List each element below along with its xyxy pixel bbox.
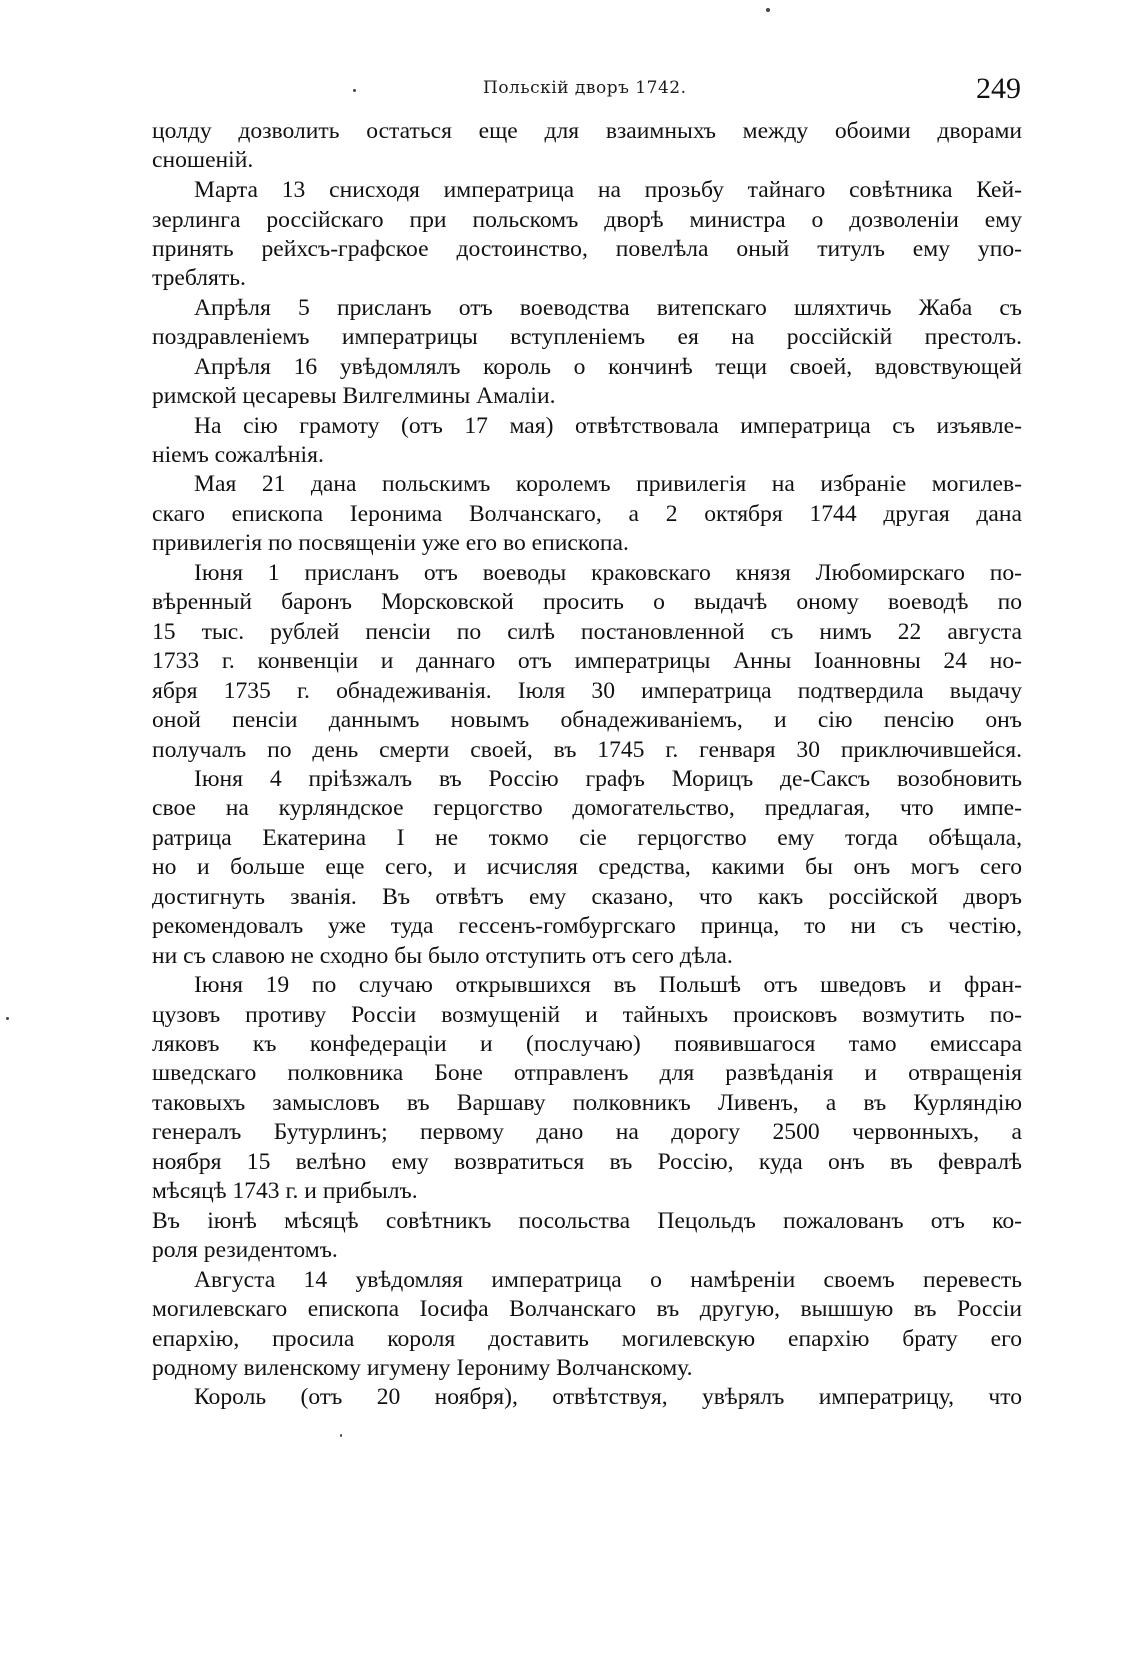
text-line: свое на курляндское герцогство домогательство, предлагая, что импе-	[152, 795, 1022, 821]
text-line: цузовъ противу Россіи возмущеній и тайныхъ происковъ возмутить по-	[152, 1002, 1022, 1028]
text-line: 15 тыс. рублей пенсіи по силѣ постановленной съ нимъ 22 августа	[152, 619, 1022, 645]
text-line: Апрѣля 16 увѣдомлялъ король о кончинѣ тещи своей, вдовствующей	[194, 354, 1022, 380]
text-line: генералъ Бутурлинъ; первому дано на дорогу 2500 червонныхъ, а	[152, 1119, 1022, 1145]
text-line: ноября 15 велѣно ему возвратиться въ Россію, куда онъ въ февралѣ	[152, 1149, 1022, 1175]
text-line: цолду дозволить остаться еще для взаимныхъ между обоими дворами	[152, 118, 1022, 144]
text-line: привилегія по посвященіи уже его во епископа.	[152, 530, 629, 556]
text-line: Въ іюнѣ мѣсяцѣ совѣтникъ посольства Пецольдъ пожалованъ отъ ко-	[152, 1208, 1022, 1234]
text-line: Апрѣля 5 присланъ отъ воеводства витепскаго шляхтичь Жаба съ	[194, 295, 1022, 321]
text-line: ября 1735 г. обнадеживанія. Іюля 30 императрица подтвердила выдачу	[152, 678, 1022, 704]
text-line: треблять.	[152, 265, 246, 291]
text-line: вѣренный баронъ Морсковской просить о выдачѣ оному воеводѣ по	[152, 589, 1022, 615]
text-line: Іюня 19 по случаю открывшихся въ Польшѣ отъ шведовъ и фран-	[194, 972, 1022, 998]
text-line: Августа 14 увѣдомляя императрица о намѣреніи своемъ перевесть	[194, 1267, 1022, 1293]
scan-speck	[766, 8, 770, 12]
text-line: роля резидентомъ.	[152, 1237, 338, 1263]
text-line: Іюня 4 пріѣзжалъ въ Россію графъ Морицъ де-Саксъ возобновить	[194, 766, 1022, 792]
text-line: рекомендовалъ уже туда гессенъ-гомбургскаго принца, то ни съ честію,	[152, 913, 1022, 939]
text-line: принять рейхсъ-графское достоинство, повелѣла оный титулъ ему упо-	[152, 236, 1022, 262]
text-line: На сію грамоту (отъ 17 мая) отвѣтствовала императрица съ изъявле-	[194, 413, 1022, 439]
text-line: сношеній.	[152, 147, 254, 173]
text-line: Мая 21 дана польскимъ королемъ привилегія на избраніе могилев-	[194, 471, 1022, 497]
scan-speck	[6, 1017, 9, 1020]
text-line: могилевскаго епископа Іосифа Волчанскаго въ другую, вышшую въ Россіи	[152, 1296, 1022, 1322]
text-line: родному виленскому игумену Іерониму Волчанскому.	[152, 1355, 693, 1381]
page-number: 249	[976, 72, 1021, 105]
text-line: ляковъ къ конфедераціи и (послучаю) появившагося тамо емиссара	[152, 1031, 1022, 1057]
scan-speck	[353, 89, 356, 92]
text-line: поздравленіемъ императрицы вступленіемъ ея на россійскій престолъ.	[152, 324, 1022, 350]
text-line: ратрица Екатерина I не токмо сіе герцогство ему тогда обѣщала,	[152, 825, 1022, 851]
text-line: мѣсяцѣ 1743 г. и прибылъ.	[152, 1178, 418, 1204]
text-line: достигнуть званія. Въ отвѣтъ ему сказано, что какъ россійской дворъ	[152, 884, 1022, 910]
text-line: шведскаго полковника Боне отправленъ для развѣданія и отвращенія	[152, 1060, 1022, 1086]
text-line: епархію, просила короля доставить могилевскую епархію брату его	[152, 1326, 1022, 1352]
text-line: 1733 г. конвенціи и даннаго отъ императрицы Анны Іоанновны 24 но-	[152, 648, 1022, 674]
text-line: зерлинга россійскаго при польскомъ дворѣ министра о дозволеніи ему	[152, 207, 1022, 233]
scan-speck	[340, 1434, 342, 1437]
text-line: получалъ по день смерти своей, въ 1745 г. генваря 30 приключившейся.	[152, 737, 1022, 763]
text-line: но и больше еще сего, и исчисляя средства, какими бы онъ могъ сего	[152, 854, 1022, 880]
running-title: Польскій дворъ 1742.	[483, 78, 687, 98]
text-line: римской цесаревы Вилгелмины Амаліи.	[152, 383, 556, 409]
text-line: Іюня 1 присланъ отъ воеводы краковскаго князя Любомирскаго по-	[194, 560, 1022, 586]
text-line: Король (отъ 20 ноября), отвѣтствуя, увѣрялъ императрицу, что	[194, 1384, 1022, 1410]
text-line: таковыхъ замысловъ въ Варшаву полковникъ Ливенъ, а въ Курляндію	[152, 1090, 1022, 1116]
text-line: ніемъ сожалѣнія.	[152, 442, 324, 468]
text-line: Марта 13 снисходя императрица на прозьбу тайнаго совѣтника Кей-	[194, 177, 1022, 203]
text-line: ни съ славою не сходно бы было отступить отъ сего дѣла.	[152, 943, 733, 969]
text-line: оной пенсіи даннымъ новымъ обнадеживаніемъ, и сію пенсію онъ	[152, 707, 1022, 733]
text-line: скаго епископа Іеронима Волчанскаго, а 2 октября 1744 другая дана	[152, 501, 1022, 527]
